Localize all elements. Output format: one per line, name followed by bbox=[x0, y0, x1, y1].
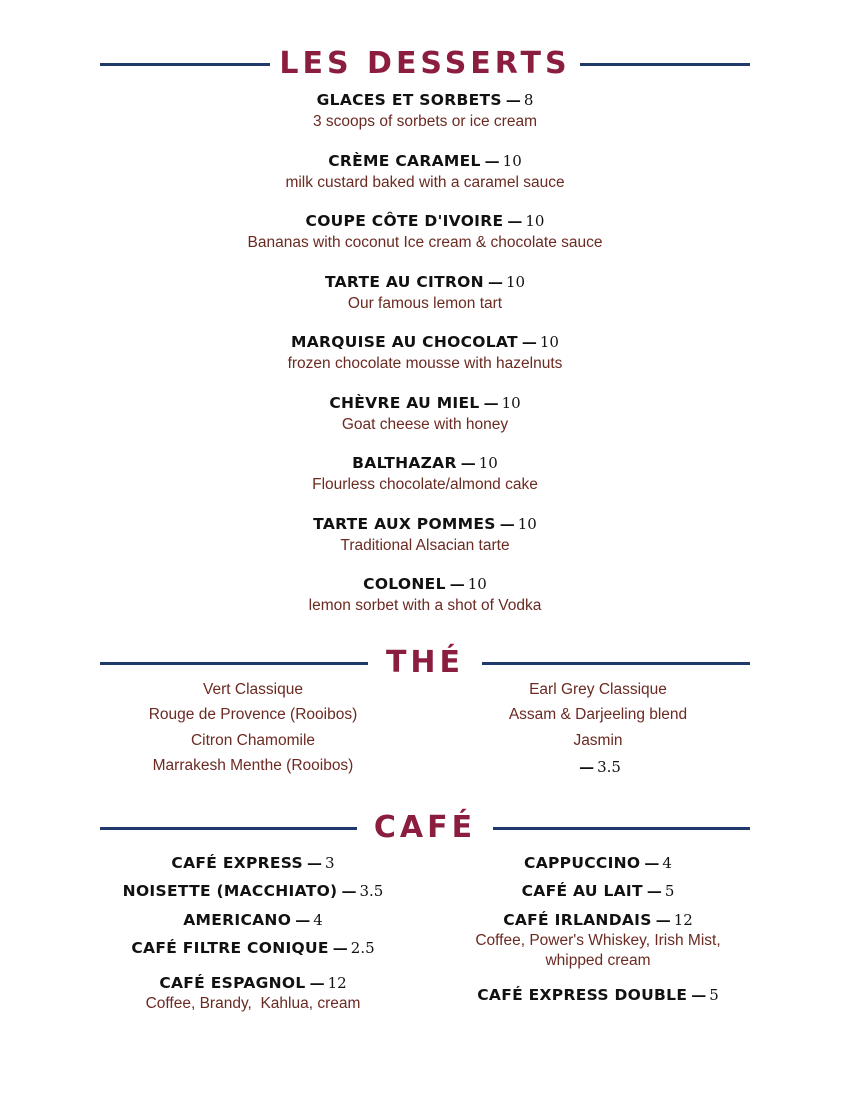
cafe-price: 2.5 bbox=[350, 938, 375, 957]
dessert-item bbox=[0, 272, 850, 333]
cafe-price: 4 bbox=[662, 854, 672, 872]
price-dash: — bbox=[460, 454, 476, 472]
price-dash: — bbox=[487, 272, 503, 291]
dessert-name: BALTHAZAR bbox=[352, 454, 457, 472]
dessert-description: 3 scoops of sorbets or ice cream bbox=[313, 113, 537, 130]
cafe-name: CAFÉ ESPAGNOL bbox=[159, 974, 306, 993]
the-title: THÉ bbox=[385, 645, 465, 680]
price-dash: — bbox=[483, 393, 499, 412]
price-dash: — bbox=[307, 854, 323, 872]
dessert-price: 10 bbox=[525, 212, 545, 230]
dessert-price: 10 bbox=[502, 151, 522, 170]
price-dash: — bbox=[295, 910, 311, 929]
dessert-description: Our famous lemon tart bbox=[347, 294, 503, 312]
tea-item: Earl Grey Classique bbox=[529, 681, 667, 698]
price-dash: — bbox=[505, 91, 521, 109]
dessert-name: MARQUISE AU CHOCOLAT bbox=[291, 333, 518, 351]
cafe-item bbox=[448, 853, 748, 881]
dessert-price: 10 bbox=[501, 393, 521, 412]
dessert-description: Bananas with coconut Ice cream & chocolate sauce bbox=[247, 234, 603, 251]
dessert-price: 8 bbox=[523, 91, 534, 109]
cafe-item bbox=[448, 985, 748, 1006]
price-dash: — bbox=[484, 151, 500, 170]
dessert-name: GLACES ET SORBETS bbox=[316, 91, 502, 109]
price-dash: — bbox=[507, 212, 523, 230]
cafe-name: CAFÉ EXPRESS DOUBLE bbox=[477, 985, 688, 1004]
cafe-price: 3.5 bbox=[359, 882, 384, 901]
cafe-description: Coffee, Power's Whiskey, Irish Mist, whipped cream bbox=[475, 931, 721, 969]
cafe-header bbox=[100, 808, 750, 848]
tea-item: Jasmin bbox=[573, 731, 623, 749]
price-dash: — bbox=[499, 514, 515, 533]
dessert-name: CHÈVRE AU MIEL bbox=[329, 393, 480, 412]
price-dash: — bbox=[332, 938, 348, 957]
cafe-list-right bbox=[448, 853, 748, 1006]
dessert-name: CRÈME CARAMEL bbox=[328, 151, 481, 170]
price-dash: — bbox=[644, 854, 660, 872]
cafe-name: CAPPUCCINO bbox=[524, 854, 641, 872]
cafe-name: CAFÉ EXPRESS bbox=[171, 854, 304, 872]
dessert-item bbox=[0, 514, 850, 575]
dessert-name: TARTE AUX POMMES bbox=[313, 514, 496, 533]
cafe-price: 5 bbox=[664, 882, 675, 901]
cafe-item bbox=[103, 938, 403, 974]
dessert-description: milk custard baked with a caramel sauce bbox=[285, 173, 565, 191]
tea-item: Vert Classique bbox=[203, 681, 303, 698]
price-dash: — bbox=[646, 882, 662, 901]
cafe-description: Coffee, Brandy, Kahlua, cream bbox=[145, 995, 361, 1013]
cafe-price: 5 bbox=[709, 985, 719, 1004]
dessert-price: 10 bbox=[505, 272, 526, 291]
dessert-name: COUPE CÔTE D'IVOIRE bbox=[305, 212, 504, 230]
cafe-price: 12 bbox=[327, 974, 347, 993]
cafe-item bbox=[103, 910, 403, 938]
cafe-price: 3 bbox=[325, 854, 335, 872]
cafe-item bbox=[103, 853, 403, 881]
dessert-item bbox=[0, 211, 850, 272]
dessert-item bbox=[0, 453, 850, 514]
dessert-price: 10 bbox=[467, 575, 487, 593]
dessert-item bbox=[0, 332, 850, 393]
tea-price-line bbox=[448, 757, 748, 778]
price-dash: — bbox=[579, 757, 595, 776]
dessert-item bbox=[0, 90, 850, 151]
cafe-name: AMERICANO bbox=[183, 910, 292, 929]
cafe-item bbox=[448, 910, 748, 931]
dessert-price: 10 bbox=[517, 514, 537, 533]
cafe-list-left bbox=[103, 853, 403, 1014]
dessert-list bbox=[0, 90, 850, 635]
cafe-item bbox=[448, 881, 748, 909]
dessert-description: frozen chocolate mousse with hazelnuts bbox=[287, 355, 563, 372]
cafe-item bbox=[103, 973, 403, 994]
cafe-name: CAFÉ FILTRE CONIQUE bbox=[131, 938, 329, 957]
cafe-name: CAFÉ AU LAIT bbox=[521, 882, 643, 901]
tea-item: Marrakesh Menthe (Rooibos) bbox=[152, 756, 354, 774]
price-dash: — bbox=[521, 333, 537, 351]
desserts-title: LES DESSERTS bbox=[279, 46, 571, 81]
dessert-description: Flourless chocolate/almond cake bbox=[312, 476, 538, 493]
dessert-name: COLONEL bbox=[363, 575, 446, 593]
dessert-description: lemon sorbet with a shot of Vodka bbox=[308, 597, 542, 614]
tea-item: Citron Chamomile bbox=[190, 731, 316, 749]
price-dash: — bbox=[449, 575, 465, 593]
dessert-item bbox=[0, 574, 850, 635]
dessert-description: Goat cheese with honey bbox=[341, 415, 509, 433]
price-dash: — bbox=[655, 910, 671, 929]
dessert-description: Traditional Alsacian tarte bbox=[340, 536, 510, 554]
cafe-item bbox=[103, 881, 403, 909]
price-dash: — bbox=[309, 974, 325, 993]
tea-item: Assam & Darjeeling blend bbox=[508, 706, 688, 724]
dessert-item bbox=[0, 151, 850, 212]
cafe-name: NOISETTE (MACCHIATO) bbox=[122, 882, 338, 901]
cafe-title: CAFÉ bbox=[373, 810, 477, 845]
cafe-price: 12 bbox=[673, 910, 693, 929]
dessert-price: 10 bbox=[539, 333, 559, 351]
dessert-item bbox=[0, 393, 850, 454]
tea-list-right bbox=[448, 677, 748, 778]
price-dash: — bbox=[691, 985, 707, 1004]
tea-price: 3.5 bbox=[597, 757, 621, 776]
tea-list-left bbox=[103, 677, 403, 778]
tea-item: Rouge de Provence (Rooibos) bbox=[148, 706, 358, 724]
dessert-name: TARTE AU CITRON bbox=[324, 272, 484, 291]
desserts-header bbox=[100, 44, 750, 84]
cafe-price: 4 bbox=[313, 910, 323, 929]
cafe-name: CAFÉ IRLANDAIS bbox=[503, 910, 652, 929]
dessert-price: 10 bbox=[478, 454, 498, 472]
price-dash: — bbox=[341, 882, 357, 901]
